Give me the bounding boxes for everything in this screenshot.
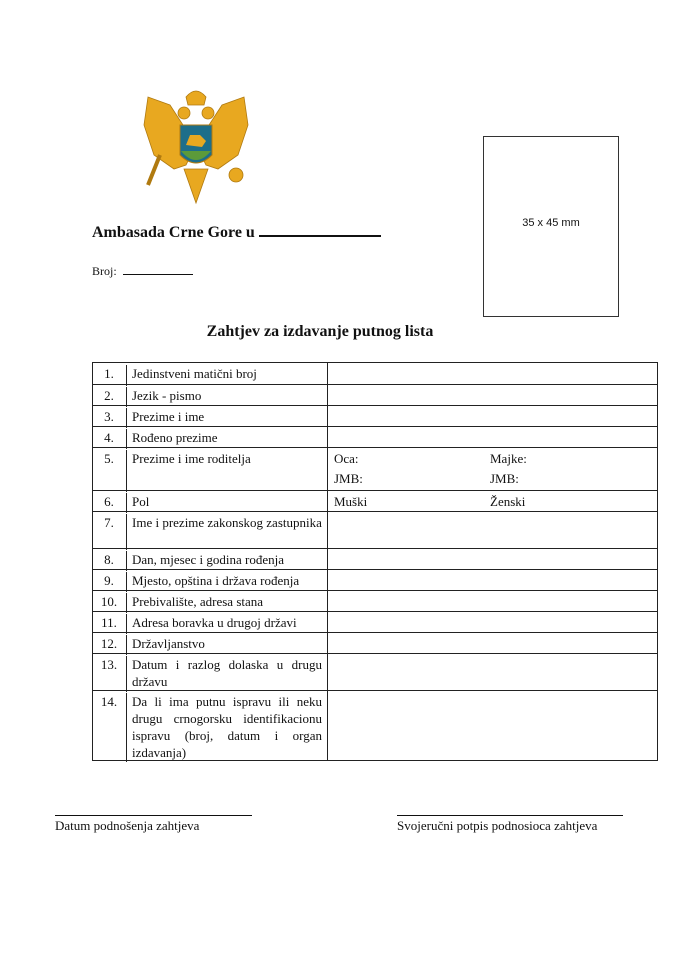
form-title: Zahtjev za izdavanje putnog lista: [206, 323, 434, 340]
table-row: [93, 590, 657, 611]
row-number: 1.: [104, 366, 114, 381]
row-label: Prebivalište, adresa stana: [126, 593, 327, 613]
row-number: 11.: [101, 615, 117, 630]
row-value-field[interactable]: [327, 406, 657, 426]
row-label: Dan, mjesec i godina rođenja: [126, 551, 327, 571]
reference-number: [92, 264, 193, 279]
male-option[interactable]: Muški: [334, 494, 368, 509]
row-label: Mjesto, opština i država rođenja: [126, 572, 327, 592]
row-number: 12.: [100, 636, 118, 651]
date-label: Datum podnošenja zahtjeva: [55, 818, 200, 833]
table-row: [93, 511, 657, 548]
row-label: Prezime i ime: [126, 408, 327, 428]
signature-label: Svojeručni potpis podnosioca zahtjeva: [397, 818, 598, 833]
row-number: 4.: [104, 430, 114, 445]
table-row: [93, 548, 657, 569]
row-value-field[interactable]: [327, 612, 657, 632]
embassy-city-field[interactable]: [259, 221, 381, 237]
number-label: Broj:: [92, 264, 117, 278]
photo-box: [483, 136, 619, 317]
embassy-heading: [92, 221, 381, 242]
row-number: 8.: [104, 552, 114, 567]
photo-size-label: 35 x 45 mm: [522, 217, 580, 229]
embassy-label: Ambasada Crne Gore u: [92, 224, 255, 241]
row-value-field[interactable]: [327, 549, 657, 569]
mother-jmb-label: JMB:: [490, 471, 519, 486]
table-row: [93, 405, 657, 426]
row-number: 13.: [100, 657, 118, 672]
row-value-field[interactable]: [327, 427, 657, 447]
row-value-field[interactable]: [327, 385, 657, 405]
number-field[interactable]: [123, 265, 193, 275]
table-row: [93, 653, 657, 690]
signature-line[interactable]: [397, 815, 623, 816]
table-row: [93, 632, 657, 653]
row-value-field[interactable]: [327, 363, 657, 384]
row-number: 5.: [104, 451, 114, 466]
montenegro-coat-of-arms-icon: [140, 85, 252, 205]
table-row: [93, 447, 657, 490]
application-table: [92, 362, 658, 761]
row-label: Ime i prezime zakonskog zastupnika: [126, 514, 327, 550]
table-row: [93, 611, 657, 632]
row-value-field[interactable]: [327, 512, 657, 548]
female-option[interactable]: Ženski: [490, 494, 526, 509]
row-number: 6.: [104, 494, 114, 509]
row-number: 3.: [104, 409, 114, 424]
table-row: [93, 426, 657, 447]
row-label: Prezime i ime roditelja: [126, 450, 327, 492]
table-row: [93, 490, 657, 511]
father-jmb-label: JMB:: [334, 471, 363, 486]
table-row: [93, 363, 657, 384]
row-value-field[interactable]: [327, 691, 657, 760]
row-value-field[interactable]: [327, 570, 657, 590]
row-label: Datum i razlog dolaska u drugu državu: [126, 656, 327, 692]
row-value-field[interactable]: [327, 448, 657, 490]
row-number: 9.: [104, 573, 114, 588]
row-number: 14.: [100, 694, 118, 709]
row-number: 2.: [104, 388, 114, 403]
mother-label: Majke:: [490, 451, 527, 466]
row-number: 7.: [104, 515, 114, 530]
date-line[interactable]: [55, 815, 252, 816]
row-label: Adresa boravka u drugoj državi: [126, 614, 327, 634]
table-row: [93, 690, 657, 760]
row-label: Rođeno prezime: [126, 429, 327, 449]
row-value-field[interactable]: [327, 591, 657, 611]
father-label: Oca:: [334, 451, 359, 466]
table-row: [93, 569, 657, 590]
row-value-field[interactable]: [327, 654, 657, 690]
row-label: Da li ima putnu ispravu ili neku drugu crnogorsku identifikacionu ispravu (broj, datum i organ izdavanja): [126, 693, 327, 762]
row-label: Pol: [126, 493, 327, 513]
table-row: [93, 384, 657, 405]
row-label: Državljanstvo: [126, 635, 327, 655]
row-value-field[interactable]: [327, 491, 657, 511]
row-label: Jedinstveni matični broj: [126, 365, 327, 386]
row-value-field[interactable]: [327, 633, 657, 653]
row-number: 10.: [100, 594, 118, 609]
row-label: Jezik - pismo: [126, 387, 327, 407]
